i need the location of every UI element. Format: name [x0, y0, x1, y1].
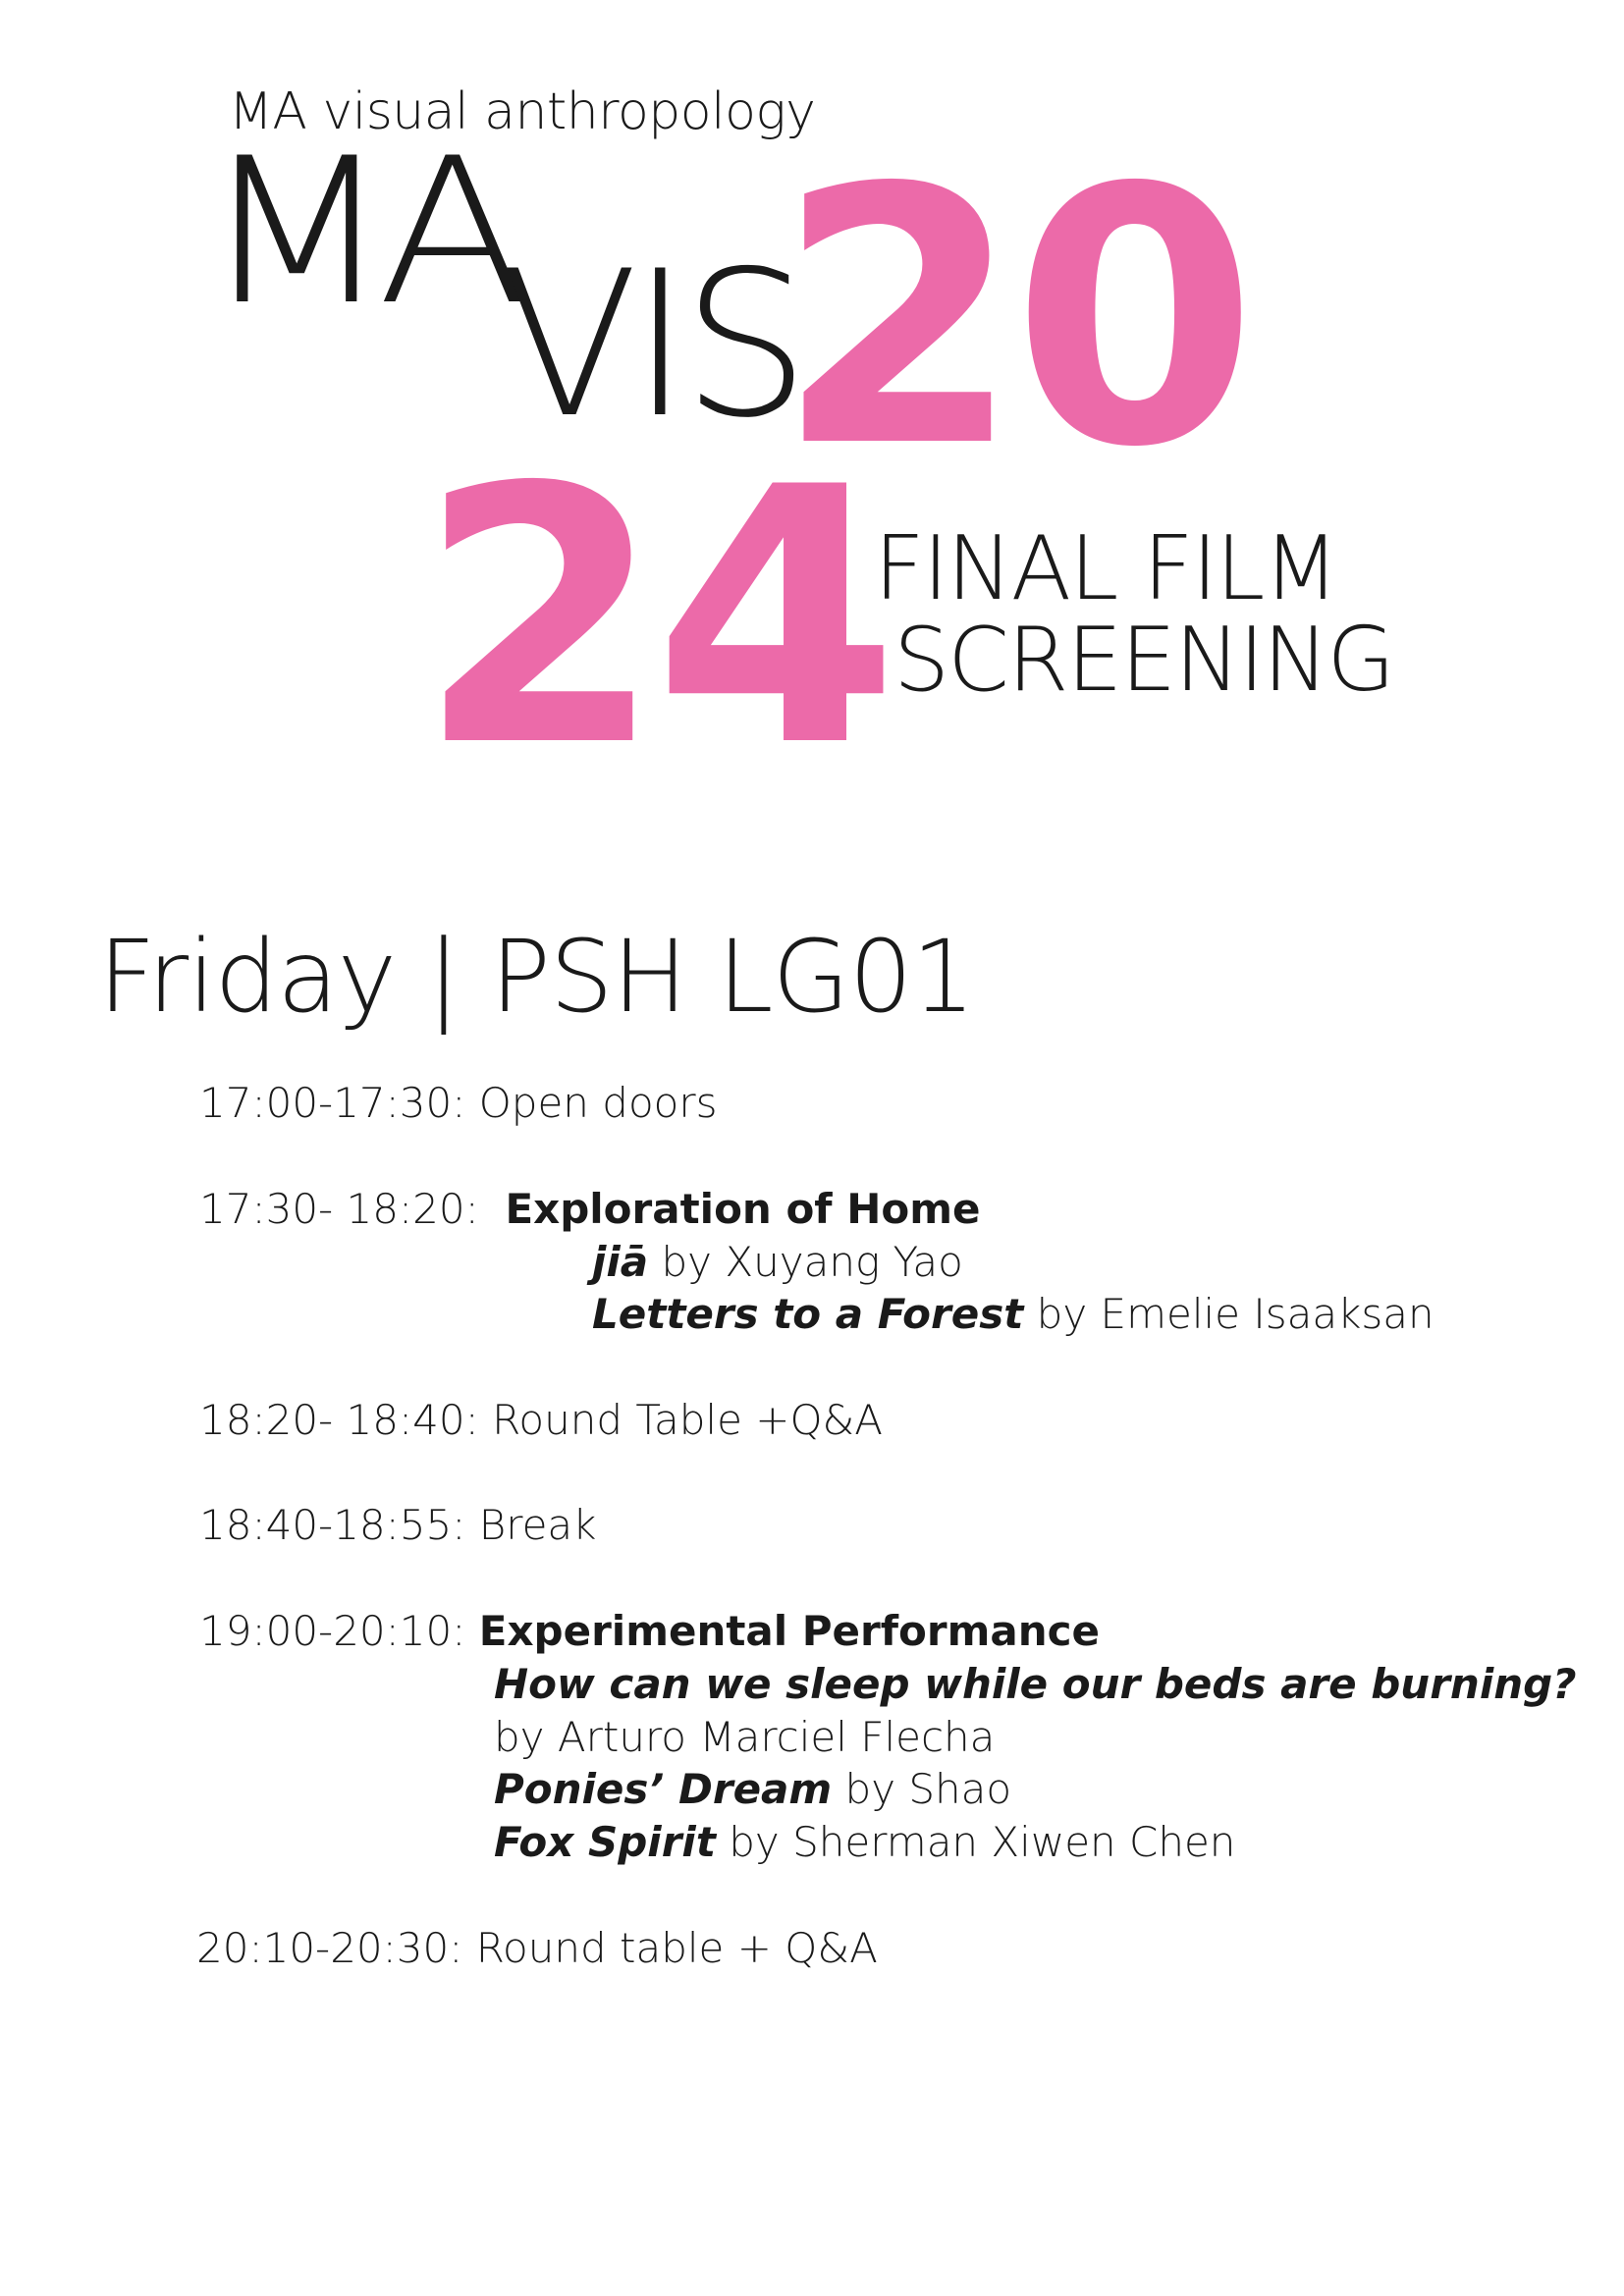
- film-entry-director: [494, 1713, 996, 1761]
- film-entry: [592, 1238, 963, 1286]
- film-director: by Shao: [844, 1765, 1012, 1813]
- time: 18:20- 18:40:: [199, 1396, 479, 1444]
- film-director: by Emelie Isaaksan: [1036, 1290, 1435, 1338]
- film-title: jiā: [592, 1238, 649, 1286]
- time: 18:40-18:55:: [199, 1501, 466, 1549]
- time: 17:30- 18:20:: [199, 1185, 479, 1233]
- film-entry: [494, 1818, 1236, 1866]
- film-director: by Arturo Marciel Flecha: [494, 1713, 996, 1761]
- schedule-open: [199, 1079, 718, 1127]
- logo-year-bottom: 24: [417, 412, 890, 824]
- schedule-block1: [199, 1185, 981, 1233]
- time: 17:00-17:30:: [199, 1079, 466, 1127]
- block-title: Exploration of Home: [505, 1185, 981, 1233]
- logo-final-film: FINAL FILM: [874, 517, 1338, 620]
- film-entry: [592, 1290, 1435, 1338]
- label: Round table + Q&A: [475, 1924, 878, 1972]
- film-director: by Sherman Xiwen Chen: [729, 1818, 1236, 1866]
- film-title: Ponies’ Dream: [494, 1765, 833, 1813]
- schedule-block2: [199, 1607, 1100, 1655]
- logo-year-top: 20: [776, 113, 1248, 524]
- venue-heading: Friday | PSH LG01: [98, 919, 975, 1036]
- film-entry: [494, 1765, 1012, 1813]
- label: Break: [478, 1501, 597, 1549]
- film-title: How can we sleep while our beds are burning?: [494, 1660, 1577, 1708]
- label: Round Table +Q&A: [492, 1396, 884, 1444]
- block-title: Experimental Performance: [478, 1607, 1100, 1655]
- time: 20:10-20:30:: [196, 1924, 463, 1972]
- film-title: Letters to a Forest: [592, 1290, 1024, 1338]
- film-entry: [494, 1660, 1577, 1708]
- film-title: Fox Spirit: [494, 1818, 716, 1866]
- schedule-break: [199, 1501, 597, 1549]
- logo-screening: SCREENING: [893, 609, 1394, 712]
- subtitle: MA visual anthropology: [229, 82, 816, 141]
- schedule-roundtable1: [199, 1396, 884, 1444]
- time: 19:00-20:10:: [199, 1607, 466, 1655]
- schedule-roundtable2: [196, 1924, 878, 1972]
- label: Open doors: [478, 1079, 718, 1127]
- film-director: by Xuyang Yao: [661, 1238, 963, 1286]
- logo-vis: VIS: [501, 229, 802, 462]
- logo-ma: MA: [201, 116, 514, 349]
